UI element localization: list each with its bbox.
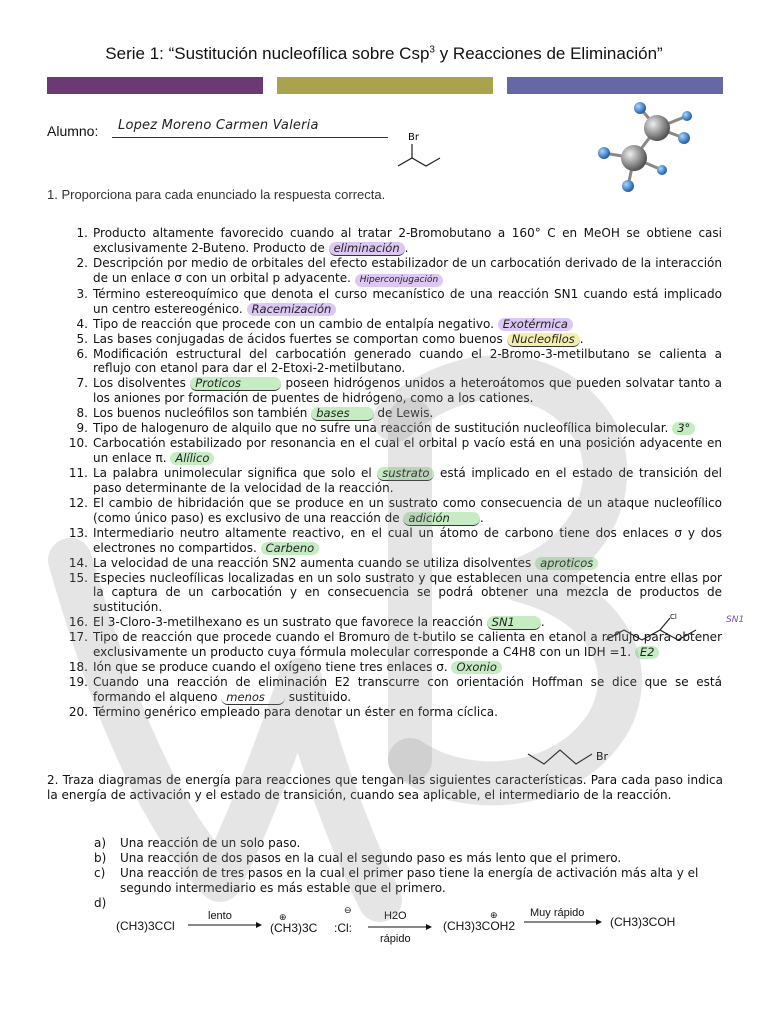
list-item: a) Una reacción de un solo paso.: [94, 836, 301, 850]
list-item: 1. Producto altamente favorecido cuando al tratar 2-Bromobutano a 160° C en MeOH se obtiene casi exclusivamente 2-Buteno. Producto de eliminación .: [76, 226, 722, 255]
answer-1: eliminación: [329, 242, 405, 256]
answer-8: bases: [311, 407, 373, 421]
bromobutane-structure: [392, 128, 462, 178]
answer-11: sustrato: [377, 467, 434, 481]
list-item: 6. Modificación estructural del carbocatión generado cuando el 2-Bromo-3-metilbutano se calienta a reflujo con etanol para dar el 2-Etoxi-2-metilbutano.: [76, 346, 722, 376]
svg-text:⊕: ⊕: [490, 910, 498, 920]
sn1-note: SN1: [726, 615, 745, 625]
list-item: 9. Tipo de halogenuro de alquilo que no sufre una reacción de sustitución nucleofílica bimolecular. 3°: [62, 421, 722, 436]
answer-13: Carbeno: [261, 542, 320, 555]
bromobutane-linear-structure: [526, 744, 626, 770]
color-bar-blue: [507, 77, 723, 94]
br-label: Br: [408, 132, 419, 143]
list-item: 7. Los disolventes Proticos poseen hidrógenos unidos a heteroátomos que pueden solvatar tanto a los aniones por formación de puentes de hidrógeno, como a los cationes.: [76, 376, 722, 406]
list-item: 4. Tipo de reacción que procede con un cambio de entalpía negativo. Exotérmica: [62, 317, 722, 332]
color-bar-purple: [47, 77, 263, 94]
chloromethylhexane-structure: [604, 612, 754, 648]
color-bar-olive: [277, 77, 493, 94]
list-item: 20. Término genérico empleado para denotar un éster en forma cíclica.: [68, 704, 498, 719]
chloride-ion: :Cl:: [334, 921, 352, 935]
list-item: c) Una reacción de tres pasos en la cual el primer paso tiene la energía de activación más alta y el segundo intermediario es más estable que el primero.: [94, 866, 699, 895]
header-color-bars: [47, 77, 723, 94]
section2-items: a) Una reacción de un solo paso. b) Una reacción de dos pasos en la cual el segundo paso es más lento que el primero. c) Una reacción de tres pasos en la cual el primer paso tiene la energía de activación más alta y el segundo intermediario es más estable que el primero. d): [94, 836, 724, 896]
answer-17: E2: [635, 646, 660, 659]
answer-18: Oxonio: [451, 661, 501, 674]
answer-3: Racemización: [247, 303, 337, 316]
list-item: 3. Término estereoquímico que denota el curso mecanístico de una reacción SN1 cuando está implicado un centro estereogénico. Racemización: [76, 286, 722, 316]
list-item: 12. El cambio de hibridación que se produce en un sustrato como consecuencia de un ataque nucleofílico (como único paso) es exclusivo de una reacción de adición .: [68, 495, 722, 525]
list-item: 2. Descripción por medio de orbitales del efecto estabilizador de un carbocatión derivado de la interacción de un enlace σ con un orbital p adyacente. Hiperconjugación: [76, 255, 722, 285]
list-item: 11. La palabra unimolecular significa que solo el sustrato está implicado en el estado de transición del paso determinante de la velocidad de la reacción.: [68, 465, 722, 495]
student-name: Lopez Moreno Carmen Valeria: [118, 118, 319, 133]
reactant: (CH3)3CCl: [116, 919, 175, 933]
molecule-3d-icon: [592, 98, 712, 198]
oxonium: (CH3)3COH2: [443, 919, 516, 933]
water-label: H2O: [384, 910, 407, 922]
answer-12: adición: [403, 512, 479, 526]
answer-2: Hiperconjugación: [355, 274, 443, 287]
product: (CH3)3COH: [610, 915, 676, 929]
section2-heading: 2. Traza diagramas de energía para reacciones que tengan las siguientes características. Para cada paso indica la energía de activación y el estado de transición, cuando sea aplicable, el intermediario de la reacción.: [47, 773, 723, 802]
list-item: 5. Las bases conjugadas de ácidos fuertes se comportan como buenos Nucleofilos .: [76, 331, 584, 346]
student-name-line: [112, 137, 388, 138]
svg-text:⊕: ⊕: [279, 912, 287, 922]
list-item: 19. Cuando una reacción de eliminación E2 transcurre con orientación Hoffman se dice que se está formando el alqueno menos sustituido.: [68, 674, 722, 704]
list-item: 8. Los buenos nucleófilos son también bases de Lewis.: [76, 406, 434, 421]
list-item: 14. La velocidad de una reacción SN2 aumenta cuando se utiliza disolventes aproticos: [62, 556, 722, 571]
arrow1-label: lento: [208, 910, 232, 922]
answer-9: 3°: [672, 422, 695, 435]
cl-label: Cl: [670, 613, 677, 621]
arrow2-label: rápido: [380, 933, 411, 945]
answer-16: SN1: [487, 616, 541, 630]
list-item: b) Una reacción de dos pasos en la cual el segundo paso es más lento que el primero.: [94, 851, 622, 865]
answer-7: Proticos: [190, 377, 281, 391]
list-item: 16. El 3-Cloro-3-metilhexano es un sustrato que favorece la reacción SN1 .: [68, 615, 545, 630]
reaction-scheme: [92, 900, 732, 950]
arrow3-label: Muy rápido: [530, 907, 585, 919]
page-title: Serie 1: “Sustitución nucleofílica sobre Csp$^3$ y Reacciones de Eliminación”: [105, 44, 663, 63]
answer-10: Alílico: [170, 452, 214, 465]
list-item: 10. Carbocatión estabilizado por resonancia en el cual el orbital p vacío está en una posición adyacente en un enlace π. Alílico: [68, 436, 722, 466]
list-item: 15. Especies nucleofílicas localizadas en un solo sustrato y que establecen una competencia entre ellas por la captura de un carbocatión y en consecuencia se podrá obtener una mezcla de productos de sustitución.: [68, 570, 722, 615]
svg-text:⊖: ⊖: [344, 905, 352, 915]
br-label: Br: [596, 750, 609, 763]
student-label: Alumno:: [47, 123, 99, 139]
answer-4: Exotérmica: [498, 318, 573, 331]
answer-5: Nucleofilos: [507, 333, 580, 347]
list-item: 13. Intermediario neutro altamente reactivo, en el cual un átomo de carbono tiene dos enlaces σ y dos electrones no compartidos. Carbeno: [68, 525, 722, 555]
list-item: 17. Tipo de reacción que procede cuando el Bromuro de t-butilo se calienta en etanol a reflujo para obtener exclusivamente un producto cuya fórmula molecular corresponde a C4H8 con un IDH =1. E2: [68, 630, 722, 660]
answer-14: aproticos: [535, 557, 598, 570]
section1-heading: 1. Proporciona para cada enunciado la respuesta correcta.: [47, 187, 386, 202]
list-item: 18. Ión que se produce cuando el oxígeno tiene tres enlaces σ. Oxonio: [62, 660, 722, 675]
answer-19: menos: [221, 691, 285, 705]
carbocation: (CH3)3C: [270, 921, 318, 935]
